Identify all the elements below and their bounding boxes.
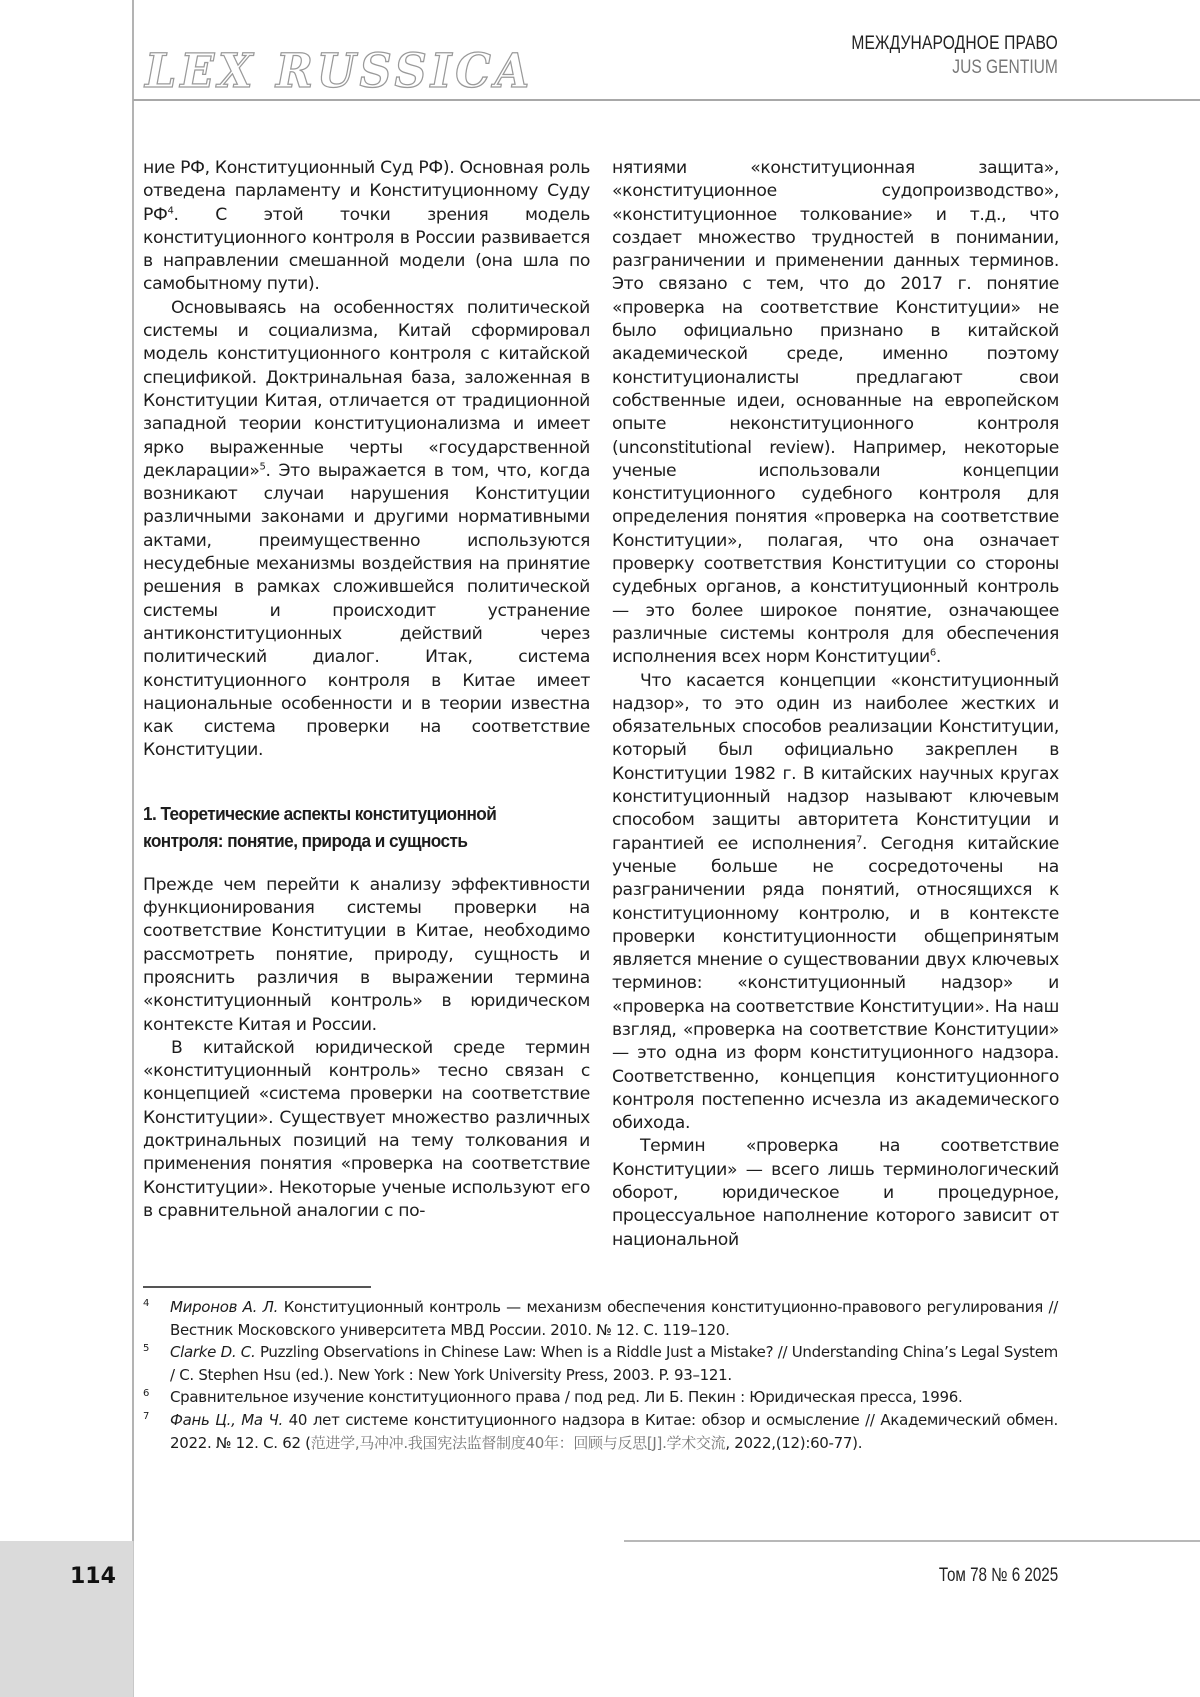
footnote-number: 6	[143, 1388, 150, 1400]
footnote-ref[interactable]: 4	[167, 204, 174, 216]
footnote-body: Конституционный контроль — механизм обеспечения конституционно-правового регулирования // Вестник Московского университета МВД России. 2010. № 12. С. 119–120.	[170, 1298, 1058, 1339]
footnote-body: Сравнительное изучение конституционного права / под ред. Ли Б. Пекин : Юридическая пресса, 1996.	[170, 1388, 963, 1407]
paragraph: Термин «проверка на соответствие Конституции» — всего лишь терминологический оборот, юридическое и процедурное, процессуальное наполнение которого зависит от национальной	[612, 1136, 1059, 1250]
paragraph-text: ние РФ, Конституционный Суд РФ). Основная роль отведена парламенту и Конституционному Суду РФ	[143, 158, 590, 225]
footnote-ref[interactable]: 7	[855, 833, 862, 845]
footnote-text	[170, 1386, 1058, 1409]
paragraph-text: .	[935, 647, 942, 668]
paragraph-text: нятиями «конституционная защита», «конституционное судопроизводство», «конституционное толкование» и т.д., что создает множество трудностей в понимании, разграничении и применении данных терминов. Это связано с тем, что до 2017 г. понятие «проверка на соответствие Конституции» не было официально признано в китайской академической среде, именно поэтому конституционалисты предлагают свои собственные идеи, основанные на европейском опыте неконституционного контроля (unconstitutional review). Например, некоторые ученые использовали концепции конституционного судебного контроля для определения понятия «проверка на соответствие Конституции», полагая, что она означает проверку соответствия Конституции со стороны судебных органов, а конституционный контроль — это более широкое понятие, означающее различные системы контроля для обеспечения исполнения всех норм Конституции	[612, 158, 1059, 668]
header-rule	[133, 99, 1200, 101]
footnote-5	[143, 1341, 1058, 1386]
footnote-ref[interactable]: 6	[929, 647, 936, 659]
footnote-author: Clarke D. C.	[170, 1343, 256, 1362]
footnote-body: 40 лет системе конституционного надзора в Китае: обзор и осмысление // Академический обмен. 2022. № 12. С. 62 (	[170, 1410, 1058, 1452]
paragraph	[143, 297, 590, 763]
footnote-author: Фань Ц., Ма Ч.	[170, 1410, 283, 1429]
journal-logo: LEX RUSSICA	[145, 44, 534, 99]
section-title-latin: JUS GENTIUM	[952, 57, 1058, 78]
paragraph-text: . С этой точки зрения модель конституционного контроля в России развивается в направлении смешанной модели (она шла по самобытному пути).	[143, 204, 590, 295]
footnote-separator	[143, 1286, 371, 1288]
paragraph-text: . Сегодня китайские ученые больше не сосредоточены на разграничении ряда понятий, относящихся к конституционному контролю, и в контексте проверки конституционности общепринятым является мнение о существовании двух ключевых терминов: «конституционный надзор» и «проверка на соответствие Конституции». На наш взгляд, «проверка на соответствие Конституции» — это одна из форм конституционного надзора. Соответственно, концепция конституционного контроля постепенно исчезла из академического обихода.	[612, 833, 1059, 1134]
footnote-body: , 2022,(12):60-77).	[725, 1433, 863, 1452]
footnote-text	[170, 1409, 1058, 1454]
right-column	[612, 157, 1059, 1252]
paragraph	[143, 157, 590, 297]
footnotes	[143, 1296, 1058, 1454]
section-title	[806, 33, 1058, 79]
page-number: 114	[70, 1564, 116, 1589]
footnote-6	[143, 1386, 1058, 1409]
issue-info: Том 78 № 6 2025	[938, 1565, 1058, 1586]
footnote-author: Миронов А. Л.	[170, 1298, 279, 1316]
footnote-text	[170, 1341, 1058, 1386]
footnote-number: 5	[143, 1343, 150, 1355]
paragraph-text: . Это выражается в том, что, когда возникают случаи нарушения Конституции различными законами и другими нормативными актами, преимущественно используются несудебные механизмы воздействия на принятие решения в рамках сложившейся политической системы и происходит устранение антиконституционных действий через политический диалог. Итак, система конституционного контроля в Китае имеет национальные особенности и в теории известна как система проверки на соответствие Конституции.	[143, 460, 590, 761]
footnote-ref[interactable]: 5	[259, 461, 266, 473]
paragraph-text: Что касается концепции «конституционный надзор», то это один из наиболее жестких и обязательных способов реализации Конституции, который был официально закреплен в Конституции 1982 г. В китайских научных кругах конституционный надзор называют ключевым способом защиты авторитета Конституции и гарантией ее исполнения	[612, 670, 1059, 854]
footnote-chinese-citation: 范进学,马冲冲.我国宪法监督制度40年：回顾与反思[J].学术交流	[310, 1433, 726, 1452]
footnote-body: Puzzling Observations in Chinese Law: When is a Riddle Just a Mistake? // Understanding China’s Legal System / C. Stephen Hsu (ed.). New York : New York University Press, 2003. P. 93–121.	[170, 1343, 1058, 1384]
footnote-4	[143, 1296, 1058, 1341]
paragraph: В китайской юридической среде термин «конституционный контроль» тесно связан с концепцией «система проверки на соответствие Конституции». Существует множество различных доктринальных позиций на тему толкования и применения понятия «проверка на соответствие Конституции». Некоторые ученые используют его в сравнительной аналогии с по-	[143, 1037, 590, 1221]
footnote-number: 4	[143, 1298, 150, 1309]
footnote-number: 7	[143, 1410, 150, 1422]
footnote-7	[143, 1409, 1058, 1454]
footnote-text	[170, 1296, 1058, 1341]
paragraph	[612, 157, 1059, 670]
section-heading: 1. Теоретические аспекты конституционной контроля: понятие, природа и сущность	[143, 802, 497, 851]
paragraph: Прежде чем перейти к анализу эффективности функционирования системы проверки на соответствие Конституции в Китае, необходимо рассмотреть понятие, природу, сущность и прояснить различия в выражении термина «конституционный контроль» в юридическом контексте Китая и России.	[143, 874, 590, 1035]
paragraph	[612, 670, 1059, 1136]
section-title-ru: МЕЖДУНАРОДНОЕ ПРАВО	[851, 33, 1058, 54]
paragraph-text: Основываясь на особенностях политической системы и социализма, Китай сформировал модель конституционного контроля с китайской спецификой. Доктринальная база, заложенная в Конституции Китая, отличается от традиционной западной теории конституционализма и имеет ярко выраженные черты «государственной декларации»	[143, 297, 590, 481]
footer-rule	[624, 1540, 1200, 1542]
left-margin-rule	[132, 0, 134, 1541]
left-column	[143, 157, 590, 1223]
